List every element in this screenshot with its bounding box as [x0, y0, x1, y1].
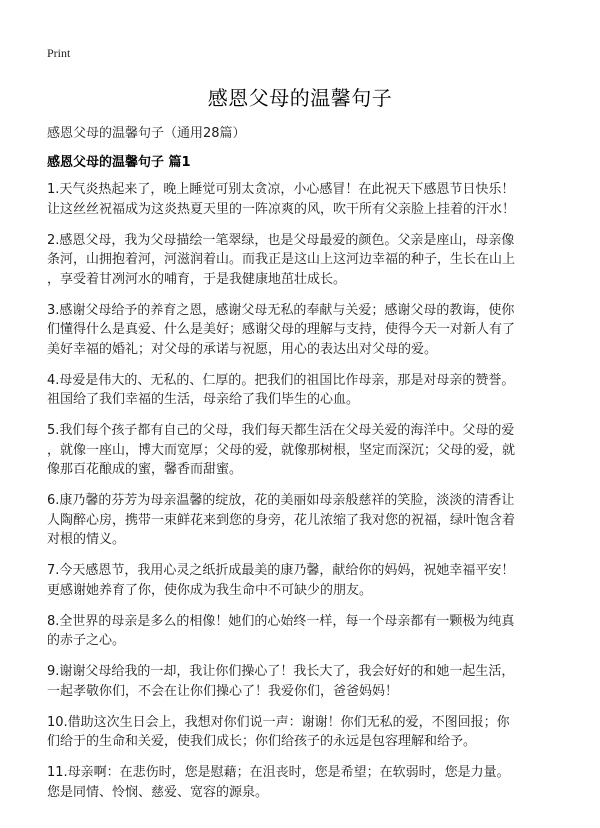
paragraph-line: 您是同情、怜悯、慈爱、宽容的源泉。 — [47, 784, 269, 800]
paragraph-line: 们给于的生命和关爱，使我们成长；你们给孩子的永远是包容理解和给予。 — [47, 734, 477, 749]
paragraph-9 — [47, 662, 567, 701]
paragraph-5 — [47, 421, 567, 480]
paragraph-11 — [47, 763, 567, 802]
paragraph-line: 6.康乃馨的芬芳为母亲温馨的绽放，花的美丽如母亲般慈祥的笑脸，淡淡的清香让 — [47, 493, 515, 508]
paragraph-6 — [47, 491, 567, 550]
section-heading: 感恩父母的温馨句子 篇1 — [47, 155, 191, 170]
paragraph-line: 4.母爱是伟大的、无私的、仁厚的。把我们的祖国比作母亲，那是对母亲的赞誉。 — [47, 372, 515, 388]
paragraph-line: 对根的情义。 — [47, 532, 126, 547]
page-title: 感恩父母的温馨句子 — [207, 86, 393, 110]
paragraph-line: 3.感谢父母给予的养育之恩，感谢父母无私的奉献与关爱；感谢父母的教诲，使你 — [47, 302, 515, 318]
paragraph-line: 们懂得什么是真爱、什么是美好；感谢父母的理解与支持，使得今天一对新人有了 — [47, 322, 516, 337]
paragraph-line: ，享受着甘冽河水的哺育，于是我健康地茁壮成长。 — [47, 271, 347, 287]
paragraph-8 — [47, 612, 567, 651]
paragraph-3 — [47, 301, 567, 360]
paragraph-line: 像那百花酿成的蜜，馨香而甜蜜。 — [47, 462, 243, 477]
paragraph-line: 人陶醉心房，携带一束鲜花来到您的身旁，花儿浓缩了我对您的祝福，绿叶饱含着 — [47, 512, 516, 528]
paragraph-line: 的赤子之心。 — [47, 633, 126, 648]
paragraph-line: 条河，山拥抱着河，河滋润着山。而我正是这山上这河边幸福的种子，生长在山上 — [47, 252, 516, 267]
paragraph-line: 8.全世界的母亲是多么的相像！她们的心始终一样，每一个母亲都有一颗极为纯真 — [47, 613, 515, 629]
paragraph-2 — [47, 231, 567, 290]
paragraph-1 — [47, 180, 567, 219]
paragraph-line: 1.天气炎热起来了，晚上睡觉可别太贪凉，小心感冒！在此祝天下感恩节日快乐！ — [47, 182, 515, 197]
print-link[interactable]: Print — [47, 46, 71, 60]
document-content — [47, 180, 567, 814]
paragraph-line: 美好幸福的婚礼；对父母的承诺与祝愿，用心的表达出对父母的爱。 — [47, 341, 438, 357]
paragraph-line: 9.谢谢父母给我的一却，我让你们操心了！我长大了，我会好好的和她一起生活， — [47, 664, 515, 679]
paragraph-line: 让这丝丝祝福成为这炎热夏天里的一阵凉爽的风，吹干所有父亲脸上挂着的汗水！ — [47, 201, 516, 217]
paragraph-line: 11.母亲啊：在悲伤时，您是慰藉；在沮丧时，您是希望；在软弱时，您是力量。 — [47, 765, 510, 780]
paragraph-4 — [47, 371, 567, 410]
paragraph-line: 7.今天感恩节，我用心灵之纸折成最美的康乃馨，献给你的妈妈，祝她幸福平安！ — [47, 563, 515, 578]
paragraph-line: 10.借助这次生日会上，我想对你们说一声：谢谢！你们无私的爱，不图回报；你 — [47, 714, 510, 730]
paragraph-line: 更感谢她养育了你，使你成为我生命中不可缺少的朋友。 — [47, 582, 373, 598]
paragraph-line: 5.我们每个孩子都有自己的父母，我们每天都生活在父母关爱的海洋中。父母的爱 — [47, 423, 515, 438]
document-subtitle: 感恩父母的温馨句子（通用28篇） — [47, 126, 246, 141]
paragraph-line: 祖国给了我们幸福的生活，母亲给了我们毕生的心血。 — [47, 392, 360, 407]
paragraph-line: 2.感恩父母，我为父母描绘一笔翠绿，也是父母最爱的颜色。父亲是座山，母亲像 — [47, 232, 515, 248]
paragraph-line: 一起孝敬你们，不会在让你们操心了！我爱你们，爸爸妈妈！ — [47, 683, 399, 699]
paragraph-line: ，就像一座山，博大而宽厚；父母的爱，就像那树根，坚定而深沉；父母的爱，就 — [47, 442, 516, 458]
paragraph-7 — [47, 561, 567, 600]
paragraph-10 — [47, 713, 567, 752]
